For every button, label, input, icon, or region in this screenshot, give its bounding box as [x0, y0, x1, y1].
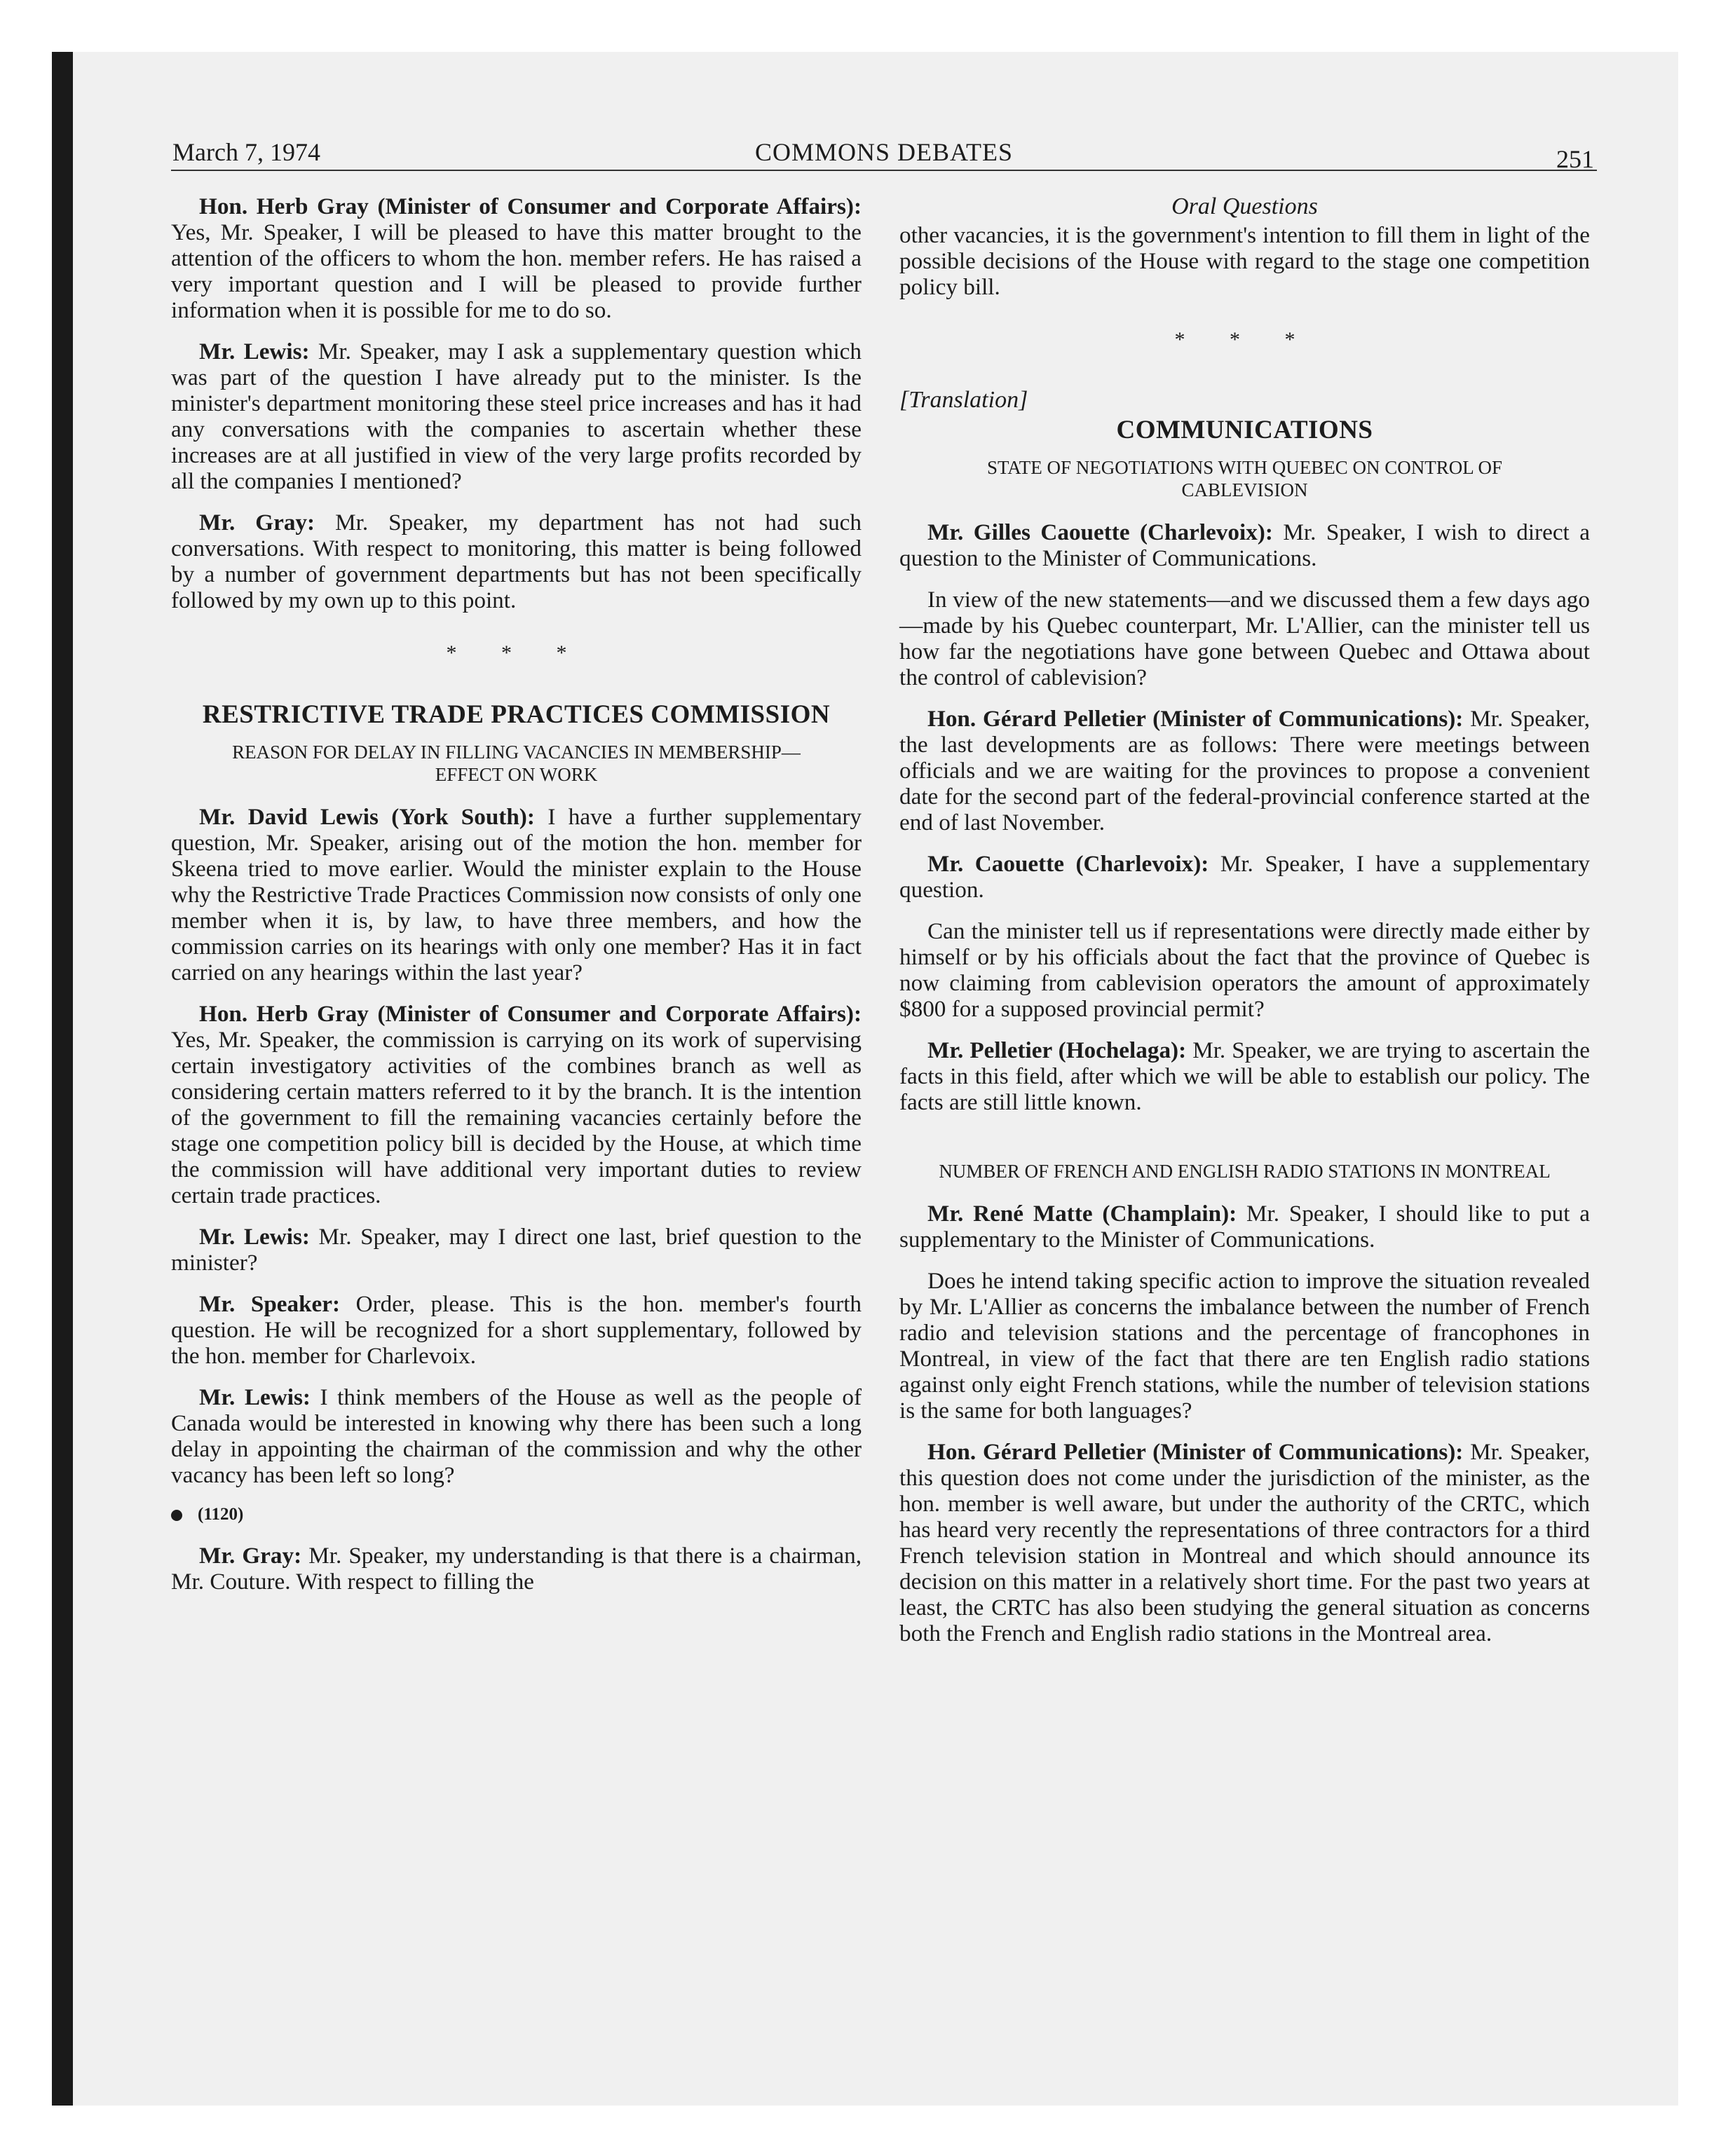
bullet-icon — [171, 1510, 182, 1521]
paragraph — [171, 510, 862, 613]
speaker-name: Hon. Gérard Pelletier (Minister of Communications): — [927, 1439, 1464, 1465]
speaker-name: Mr. Lewis: — [199, 1384, 311, 1410]
paragraph — [171, 1543, 862, 1595]
speech-text: Mr. Speaker, we are trying to ascertain the facts in this field, after which we will be able to establish our policy. The facts are still little known. — [899, 1037, 1591, 1115]
speech-text: Mr. Speaker, the last developments are as follows: There were meetings between officials and we are waiting for the provinces to propose a convenient date for the second part of the federal-provincial conference started at the end of last November. — [899, 706, 1590, 835]
speech-text: Mr. Speaker, may I direct one last, brief question to the minister? — [171, 1224, 862, 1276]
speaker-name: Mr. Gilles Caouette (Charlevoix): — [927, 519, 1273, 545]
timestamp-marker — [171, 1503, 862, 1526]
running-header — [171, 133, 1597, 171]
paragraph — [171, 1001, 862, 1208]
speaker-name: Mr. David Lewis (York South): — [199, 804, 535, 830]
paragraph — [171, 1291, 862, 1369]
speaker-name: Mr. Gray: — [199, 1543, 302, 1569]
section-label: Oral Questions — [1171, 193, 1318, 219]
speech-text: Order, please. This is the hon. member's fourth question. He will be recognized for a short supplementary, followed by the hon. member for Charlevoix. — [171, 1291, 862, 1369]
section-separator: * * * — [446, 641, 587, 664]
speaker-name: Mr. René Matte (Champlain): — [927, 1201, 1237, 1227]
section-separator: * * * — [1174, 328, 1315, 351]
paragraph — [899, 706, 1590, 835]
speaker-name: Mr. Pelletier (Hochelaga): — [927, 1037, 1187, 1063]
paragraph: In view of the new statements—and we discussed them a few days ago—made by his Quebec counterpart, Mr. L'Allier, can the minister tell us how far the negotiations have gone between Quebec and Ottawa about the control of cablevision? — [899, 587, 1590, 690]
speech-text: I think members of the House as well as the people of Canada would be interested in knowing why there has been such a long delay in appointing the chairman of the commission and why the other vacancy has been left so long? — [171, 1384, 862, 1488]
paragraph: Can the minister tell us if representations were directly made either by himself or by his officials about the fact that the province of Quebec is now claiming from cablevision operators the amount of approximately $800 for a supposed provincial permit? — [899, 918, 1590, 1022]
speech-text: Mr. Speaker, my department has not had such conversations. With respect to monitoring, this matter is being followed by a number of government departments but has not been specifically followed by my own up to this point. — [171, 510, 862, 613]
speaker-name: Mr. Gray: — [199, 510, 315, 535]
speech-text: Mr. Speaker, may I ask a supplementary question which was part of the question I have already put to the minister. Is the minister's department monitoring these steel price increases and has it had any conversations with the companies to ascertain whether these increases are at all justified in view of the very large profits recorded by all the companies I mentioned? — [171, 339, 862, 494]
paragraph — [171, 1384, 862, 1488]
speaker-name: Hon. Herb Gray (Minister of Consumer and Corporate Affairs): — [199, 1001, 862, 1027]
page-number: 251 — [1556, 145, 1594, 173]
paragraph — [899, 519, 1590, 571]
speech-text: Mr. Speaker, I wish to direct a question to the Minister of Communications. — [899, 519, 1590, 571]
continuation-paragraph: other vacancies, it is the government's intention to fill them in light of the possible decisions of the House with regard to the stage one competition policy bill. — [899, 222, 1590, 300]
speech-text: Mr. Speaker, this question does not come under the jurisdiction of the minister, as the hon. member is well aware, but under the authority of the CRTC, which has heard very recently the representations of three contractors for a third French television station in Montreal and which should announce its decision on this matter in a relatively short time. For the past two years at least, the CRTC has also been studying the general situation as concerns both the French and English radio stations in the Montreal area. — [899, 1439, 1590, 1646]
paragraph — [171, 193, 862, 323]
section-subheading: NUMBER OF FRENCH AND ENGLISH RADIO STATIONS IN MONTREAL — [939, 1161, 1551, 1182]
header-date: March 7, 1974 — [172, 138, 320, 166]
paragraph — [899, 851, 1590, 903]
section-heading: RESTRICTIVE TRADE PRACTICES COMMISSION — [202, 700, 831, 729]
header-title: COMMONS DEBATES — [754, 138, 1014, 166]
section-subheading: STATE OF NEGOTIATIONS WITH QUEBEC ON CONTROL OF CABLEVISION — [986, 457, 1503, 500]
paragraph — [171, 804, 862, 985]
speech-text: Mr. Speaker, I have a supplementary question. — [899, 851, 1590, 903]
speech-text: I have a further supplementary question, Mr. Speaker, arising out of the motion the hon. member for Skeena tried to move earlier. Would the minister explain to the House why the Restrictive Trade Practices Commission now consists of only one member when it is, by law, to have three members, and how the commission carries on its hearings with only one member? Has it in fact carried on any hearings within the last year? — [171, 804, 862, 985]
right-column — [899, 193, 1590, 1662]
speaker-name: Hon. Herb Gray (Minister of Consumer and Corporate Affairs): — [199, 193, 862, 219]
speaker-name: Hon. Gérard Pelletier (Minister of Communications): — [927, 706, 1464, 732]
paragraph — [171, 339, 862, 494]
speech-text: Mr. Speaker, I should like to put a supplementary to the Minister of Communications. — [899, 1201, 1590, 1253]
speaker-name: Mr. Speaker: — [199, 1291, 341, 1317]
paragraph — [171, 1224, 862, 1276]
paragraph — [899, 1037, 1590, 1115]
speech-text: Yes, Mr. Speaker, the commission is carrying on its work of supervising certain investigatory activities of the combines branch as well as considering certain matters referred to it by the branch. It is the intention of the government to fill the remaining vacancies certainly before the stage one competition policy bill is decided by the House, at which time the commission will have additional very important duties to review certain trade practices. — [171, 1027, 862, 1208]
section-heading: COMMUNICATIONS — [1116, 416, 1373, 444]
speaker-name: Mr. Caouette (Charlevoix): — [927, 851, 1209, 877]
left-column — [171, 193, 862, 1610]
paragraph — [899, 1201, 1590, 1253]
paragraph — [899, 1439, 1590, 1646]
speech-text: Mr. Speaker, my understanding is that there is a chairman, Mr. Couture. With respect to filling the — [171, 1543, 862, 1595]
timestamp-text: (1120) — [198, 1505, 244, 1524]
section-subheading: REASON FOR DELAY IN FILLING VACANCIES IN MEMBERSHIP—EFFECT ON WORK — [232, 742, 801, 785]
translation-label: [Translation] — [899, 387, 1028, 413]
paragraph: Does he intend taking specific action to improve the situation revealed by Mr. L'Allier as concerns the imbalance between the number of French radio and television stations and the percentage of francophones in Montreal, in view of the fact that there are ten English radio stations against only eight French stations, while the number of television stations is the same for both languages? — [899, 1268, 1590, 1424]
speech-text: Yes, Mr. Speaker, I will be pleased to have this matter brought to the attention of the officers to whom the hon. member refers. He has raised a very important question and I will be pleased to provide further information when it is possible for me to do so. — [171, 219, 862, 323]
speaker-name: Mr. Lewis: — [199, 1224, 310, 1250]
scan-edge-shadow — [52, 52, 73, 2106]
speaker-name: Mr. Lewis: — [199, 339, 310, 364]
